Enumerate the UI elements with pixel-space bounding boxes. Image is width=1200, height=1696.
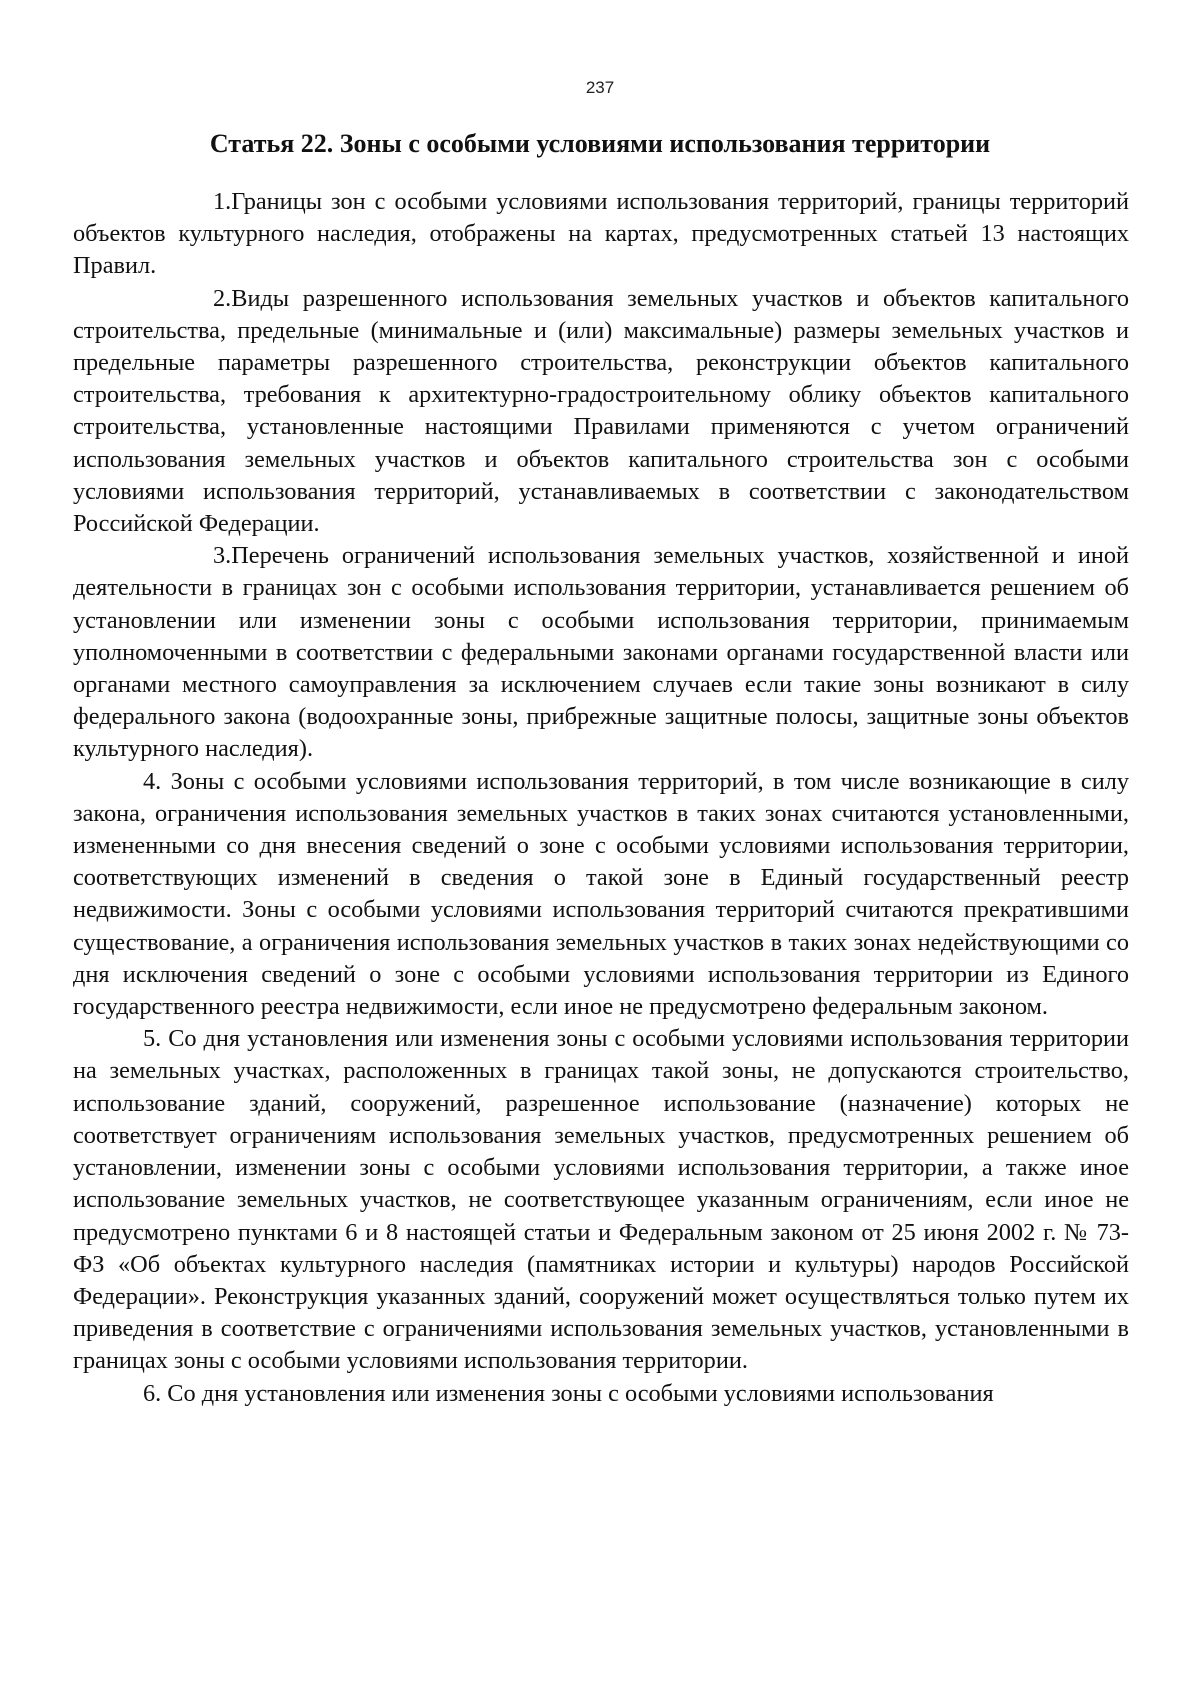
paragraph-3 — [73, 540, 1129, 765]
paragraph-1 — [73, 186, 1129, 283]
paragraph-text: Границы зон с особыми условиями использования территорий, границы территорий объектов культурного наследия, отображены на картах, предусмотренных статьей 13 настоящих Правил. — [73, 188, 1129, 280]
page-number: 237 — [585, 78, 615, 97]
paragraph-2 — [73, 283, 1129, 541]
paragraph-6: 6. Со дня установления или изменения зоны с особыми условиями использования — [143, 1379, 994, 1407]
paragraph-number: 3. — [213, 542, 232, 570]
paragraph-4: 4. Зоны с особыми условиями использования территорий, в том числе возникающие в силу закона, ограничения использования земельных участков в таких зонах считаются установленными, измененными со дня внесения сведений о зоне с особыми условиями использования территории, соответствующих изменений в сведения о такой зоне в Единый государственный реестр недвижимости. Зоны с особыми условиями использования территорий считаются прекратившими существование, а ограничения использования земельных участков в таких зонах недействующими со дня исключения сведений о зоне с особыми условиями использования территории из Единого государственного реестра недвижимости, если иное не предусмотрено федеральным законом. — [73, 767, 1129, 1021]
paragraph-text: Перечень ограничений использования земельных участков, хозяйственной и иной деятельности в границах зон с особыми использования территории, устанавливается решением об установлении или изменении зоны с особыми использования территории, принимаемым уполномоченными в соответствии с федеральными законами органами государственной власти или органами местного самоуправления за исключением случаев если такие зоны возникают в силу федерального закона (водоохранные зоны, прибрежные защитные полосы, защитные зоны объектов культурного наследия). — [73, 542, 1129, 763]
article-title: Статья 22. Зоны с особыми условиями использования территории — [209, 129, 991, 158]
paragraph-number: 1. — [213, 188, 232, 215]
paragraph-5: 5. Со дня установления или изменения зоны с особыми условиями использования территории на земельных участках, расположенных в границах такой зоны, не допускаются строительство, использование зданий, сооружений, разрешенное использование (назначение) которых не соответствует ограничениям использования земельных участков, предусмотренных решением об установлении, изменении зоны с особыми условиями использования территории, а также иное использование земельных участков, не соответствующее указанным ограничениям, если иное не предусмотрено пунктами 6 и 8 настоящей статьи и Федеральным законом от 25 июня 2002 г. № 73-ФЗ «Об объектах культурного наследия (памятниках истории и культуры) народов Российской Федерации». Реконструкция указанных зданий, сооружений может осуществляться только путем их приведения в соответствие с ограничениями использования земельных участков, установленными в границах зоны с особыми условиями использования территории. — [73, 1025, 1129, 1375]
paragraph-number: 2. — [213, 284, 232, 312]
paragraph-text: Виды разрешенного использования земельных участков и объектов капитального строительства, предельные (минимальные и (или) максимальные) размеры земельных участков и предельные параметры разрешенного строительства, реконструкции объектов капитального строительства, требования к архитектурно-градостроительному облику объектов капитального строительства, установленные настоящими Правилами применяются с учетом ограничений использования земельных участков и объектов капитального строительства зон с особыми условиями использования территорий, устанавливаемых в соответствии с законодательством Российской Федерации. — [73, 284, 1129, 538]
article-body — [73, 186, 1129, 1410]
